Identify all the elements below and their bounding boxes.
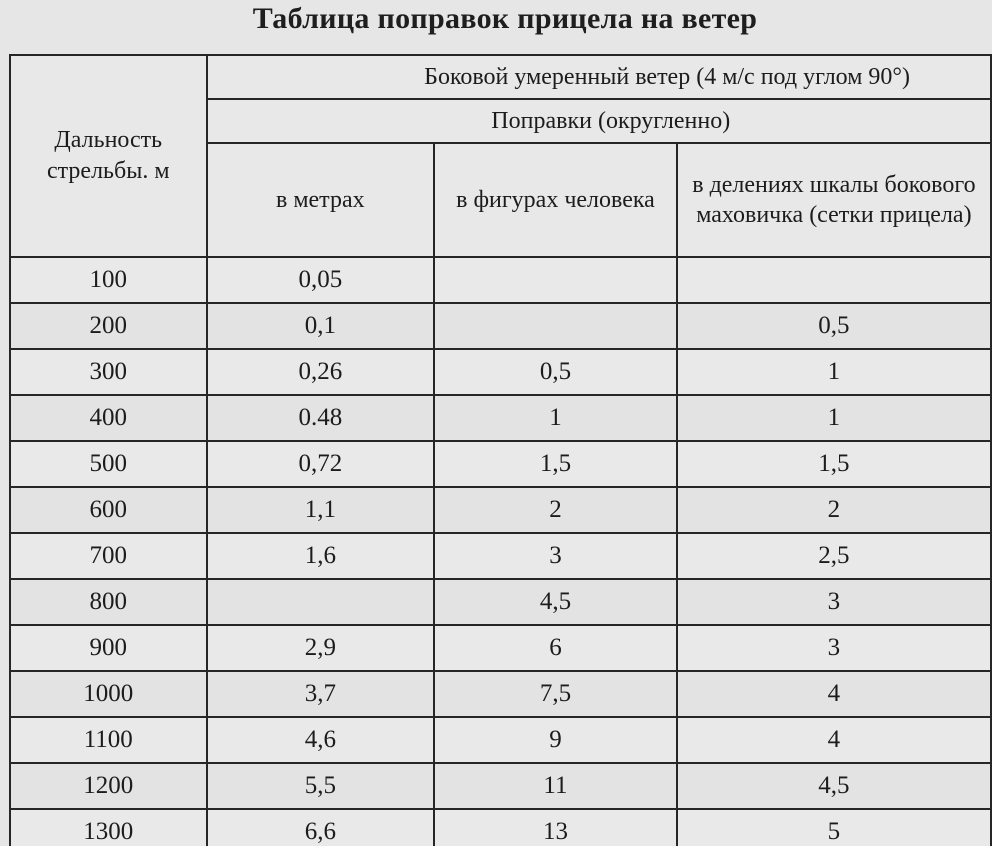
- table-row: [10, 441, 991, 487]
- divisions-cell: 1,5: [677, 441, 991, 487]
- figures-cell: 1: [434, 395, 677, 441]
- divisions-cell: 5: [677, 809, 991, 846]
- range-column-header: Дальность стрельбы. м: [10, 55, 207, 257]
- range-cell: 600: [10, 487, 207, 533]
- range-cell: 100: [10, 257, 207, 303]
- wind-correction-table: [9, 54, 992, 846]
- figures-cell: 6: [434, 625, 677, 671]
- meters-cell: 1,6: [207, 533, 435, 579]
- table-row: [10, 257, 991, 303]
- divisions-cell: 1: [677, 349, 991, 395]
- meters-cell: 0,26: [207, 349, 435, 395]
- range-cell: 200: [10, 303, 207, 349]
- divisions-cell: [677, 257, 991, 303]
- table-row: [10, 763, 991, 809]
- divisions-cell: 3: [677, 625, 991, 671]
- meters-cell: 0,05: [207, 257, 435, 303]
- table-row: [10, 579, 991, 625]
- meters-cell: 0,72: [207, 441, 435, 487]
- divisions-cell: 4,5: [677, 763, 991, 809]
- figures-cell: [434, 303, 677, 349]
- range-cell: 400: [10, 395, 207, 441]
- table-row: [10, 809, 991, 846]
- figures-cell: 7,5: [434, 671, 677, 717]
- meters-cell: 6,6: [207, 809, 435, 846]
- range-cell: 900: [10, 625, 207, 671]
- corrections-header: Поправки (округленно): [207, 99, 991, 143]
- figures-cell: 13: [434, 809, 677, 846]
- table-row: [10, 533, 991, 579]
- range-cell: 1300: [10, 809, 207, 846]
- table-row: [10, 395, 991, 441]
- table-row: [10, 671, 991, 717]
- range-cell: 1200: [10, 763, 207, 809]
- meters-column-header: в метрах: [207, 143, 435, 257]
- table-row: [10, 303, 991, 349]
- meters-cell: 5,5: [207, 763, 435, 809]
- range-cell: 1100: [10, 717, 207, 763]
- divisions-cell: 2,5: [677, 533, 991, 579]
- divisions-cell: 2: [677, 487, 991, 533]
- divisions-cell: 4: [677, 717, 991, 763]
- figures-cell: 1,5: [434, 441, 677, 487]
- range-cell: 500: [10, 441, 207, 487]
- meters-cell: 0,1: [207, 303, 435, 349]
- divisions-column-header: в делениях шкалы бокового маховичка (сетки прицела): [677, 143, 991, 257]
- figures-cell: 2: [434, 487, 677, 533]
- range-cell: 300: [10, 349, 207, 395]
- range-cell: 1000: [10, 671, 207, 717]
- meters-cell: 3,7: [207, 671, 435, 717]
- figures-cell: 3: [434, 533, 677, 579]
- divisions-cell: 4: [677, 671, 991, 717]
- meters-cell: 0.48: [207, 395, 435, 441]
- figures-cell: 0,5: [434, 349, 677, 395]
- range-cell: 800: [10, 579, 207, 625]
- figures-cell: 11: [434, 763, 677, 809]
- meters-cell: 1,1: [207, 487, 435, 533]
- figures-cell: 4,5: [434, 579, 677, 625]
- divisions-cell: 0,5: [677, 303, 991, 349]
- meters-cell: [207, 579, 435, 625]
- figures-cell: 9: [434, 717, 677, 763]
- table-row: [10, 349, 991, 395]
- table-row: [10, 625, 991, 671]
- divisions-cell: 1: [677, 395, 991, 441]
- figures-column-header: в фигурах человека: [434, 143, 677, 257]
- page-title: Таблица поправок прицела на ветер: [252, 2, 758, 35]
- range-cell: 700: [10, 533, 207, 579]
- figures-cell: [434, 257, 677, 303]
- table-row: [10, 487, 991, 533]
- wind-condition-header: Боковой умеренный ветер (4 м/с под углом 90°): [207, 55, 991, 99]
- meters-cell: 4,6: [207, 717, 435, 763]
- meters-cell: 2,9: [207, 625, 435, 671]
- divisions-cell: 3: [677, 579, 991, 625]
- table-row: [10, 717, 991, 763]
